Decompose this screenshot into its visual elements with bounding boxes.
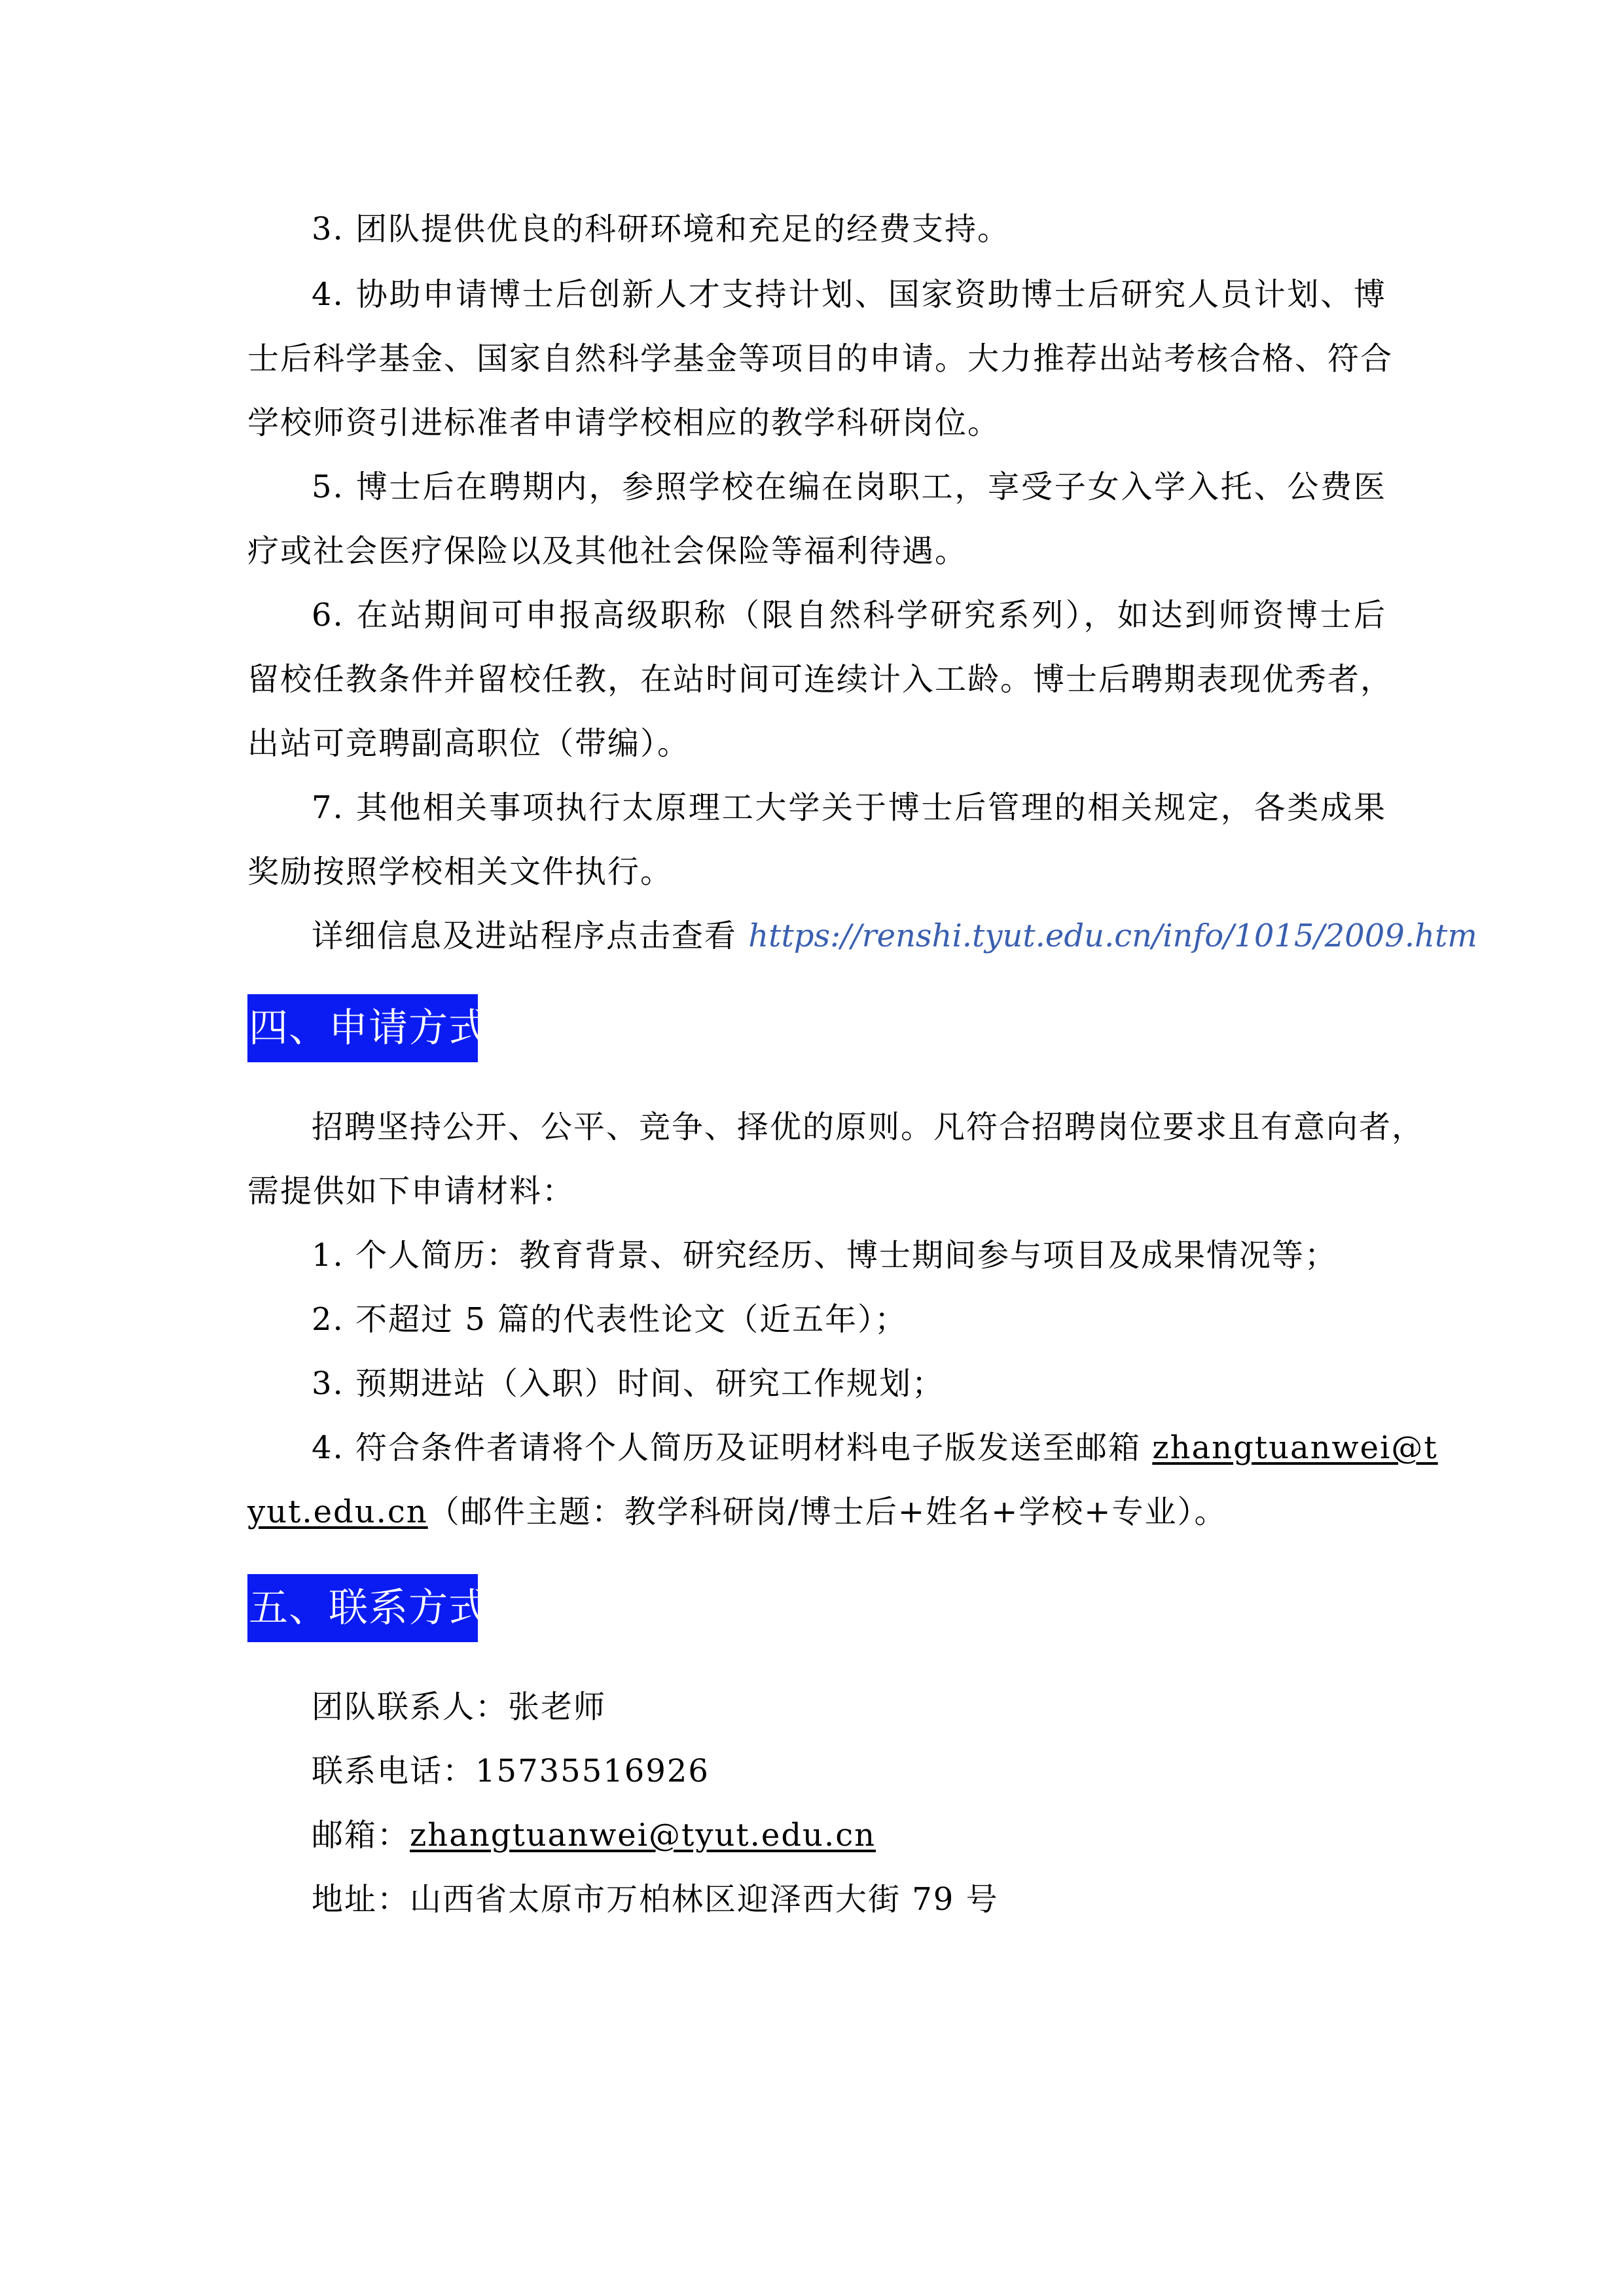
- section-4-intro-line-1: 招聘坚持公开、公平、竞争、择优的原则。凡符合招聘岗位要求且有意向者，: [312, 1109, 1425, 1145]
- detail-info-prefix: 详细信息及进站程序点击查看: [312, 918, 749, 954]
- benefit-item-5-line-1: 5. 博士后在聘期内，参照学校在编在岗职工，享受子女入学入托、公费医: [312, 469, 1386, 505]
- application-item-4-line-1: [312, 1427, 1438, 1469]
- section-4-heading: 四、申请方式: [247, 994, 478, 1062]
- contact-address: 地址：山西省太原市万柏林区迎泽西大街 79 号: [312, 1881, 999, 1918]
- benefit-item-7-line-2: 奖励按照学校相关文件执行。: [247, 853, 674, 890]
- application-item-2: 2. 不超过 5 篇的代表性论文（近五年）；: [312, 1301, 908, 1338]
- application-item-4-line-2: [247, 1491, 1227, 1533]
- detail-info-line: [312, 915, 1477, 957]
- benefit-item-4-line-2: 士后科学基金、国家自然科学基金等项目的申请。大力推荐出站考核合格、符合: [247, 340, 1394, 377]
- contact-phone: 联系电话：15735516926: [312, 1753, 710, 1789]
- benefit-item-7-line-1: 7. 其他相关事项执行太原理工大学关于博士后管理的相关规定，各类成果: [312, 789, 1386, 826]
- benefit-item-6-line-3: 出站可竞聘副高职位（带编）。: [247, 725, 691, 762]
- benefit-item-4-line-3: 学校师资引进标准者申请学校相应的教学科研岗位。: [247, 404, 1001, 441]
- contact-email-line: [312, 1814, 876, 1856]
- contact-email-label: 邮箱：: [312, 1817, 410, 1854]
- benefit-item-4-line-1: 4. 协助申请博士后创新人才支持计划、国家资助博士后研究人员计划、博: [312, 276, 1386, 313]
- section-5-heading: 五、联系方式: [247, 1574, 478, 1642]
- application-email-link-part-1[interactable]: zhangtuanwei@t: [1152, 1429, 1438, 1466]
- detail-info-link[interactable]: https://renshi.tyut.edu.cn/info/1015/2009.htm: [748, 918, 1477, 954]
- benefit-item-6-line-2: 留校任教条件并留校任教，在站时间可连续计入工龄。博士后聘期表现优秀者，: [247, 661, 1394, 698]
- application-item-4-suffix: （邮件主题：教学科研岗/博士后+姓名+学校+专业）。: [427, 1494, 1227, 1530]
- application-email-link-part-2[interactable]: yut.edu.cn: [247, 1494, 428, 1530]
- contact-email-link[interactable]: zhangtuanwei@tyut.edu.cn: [410, 1817, 876, 1854]
- benefit-item-5-line-2: 疗或社会医疗保险以及其他社会保险等福利待遇。: [247, 533, 968, 569]
- application-item-1: 1. 个人简历：教育背景、研究经历、博士期间参与项目及成果情况等；: [312, 1237, 1338, 1274]
- contact-person: 团队联系人：张老师: [312, 1689, 607, 1725]
- benefit-item-3: 3. 团队提供优良的科研环境和充足的经费支持。: [312, 211, 1011, 247]
- benefit-item-6-line-1: 6. 在站期间可申报高级职称（限自然科学研究系列），如达到师资博士后: [312, 597, 1386, 634]
- application-item-3: 3. 预期进站（入职）时间、研究工作规划；: [312, 1365, 945, 1402]
- section-4-intro-line-2: 需提供如下申请材料：: [247, 1173, 575, 1210]
- application-item-4-prefix: 4. 符合条件者请将个人简历及证明材料电子版发送至邮箱: [312, 1429, 1153, 1466]
